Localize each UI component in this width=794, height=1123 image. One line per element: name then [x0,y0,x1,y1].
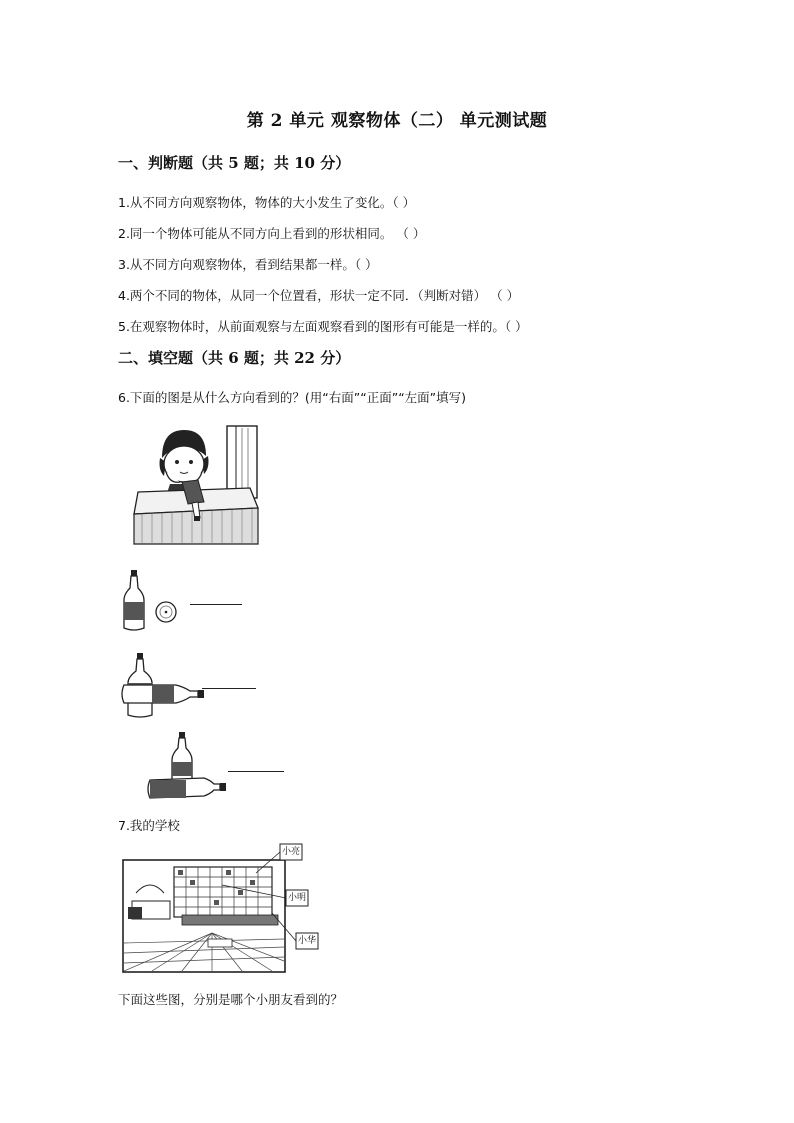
answer-blank-3[interactable] [228,771,284,772]
question-5: 5.在观察物体时，从前面观察与左面观察看到的图形有可能是一样的。（ ） [118,319,528,334]
question-2: 2.同一个物体可能从不同方向上看到的形状相同。 （ ） [118,226,426,241]
bottle-with-lying-bottle-figure [120,651,210,721]
girl-at-table-illustration [132,422,260,546]
section-heading-judgement: 一、判断题（共 5 题；共 10 分） [118,154,351,172]
question-4: 4.两个不同的物体，从同一个位置看，形状一定不同．（判断对错） （ ） [118,288,520,303]
answer-blank-1[interactable] [190,604,242,605]
page-title: 第 2 单元 观察物体（二） 单元测试题 [246,111,548,131]
question-6: 6.下面的图是从什么方向看到的？(用“右面”“正面”“左面”填写) [118,390,467,405]
bottle-upright-and-circle-figure [120,568,245,634]
answer-blank-2[interactable] [202,688,256,689]
question-7-followup: 下面这些图，分别是哪个小朋友看到的？ [118,992,344,1007]
section-heading-fill-blank: 二、填空题（共 6 题；共 22 分） [118,349,351,367]
question-7: 7.我的学校 [118,818,180,833]
label-xiaohua: 小华 [297,936,316,946]
label-xiaoliang: 小亮 [281,847,300,857]
lying-bottle-with-upright-figure [146,730,228,804]
label-xiaoming: 小明 [287,893,306,903]
question-1: 1.从不同方向观察物体，物体的大小发生了变化。（ ） [118,195,416,210]
question-3: 3.从不同方向观察物体，看到结果都一样。（ ） [118,257,378,272]
school-illustration [122,843,332,975]
